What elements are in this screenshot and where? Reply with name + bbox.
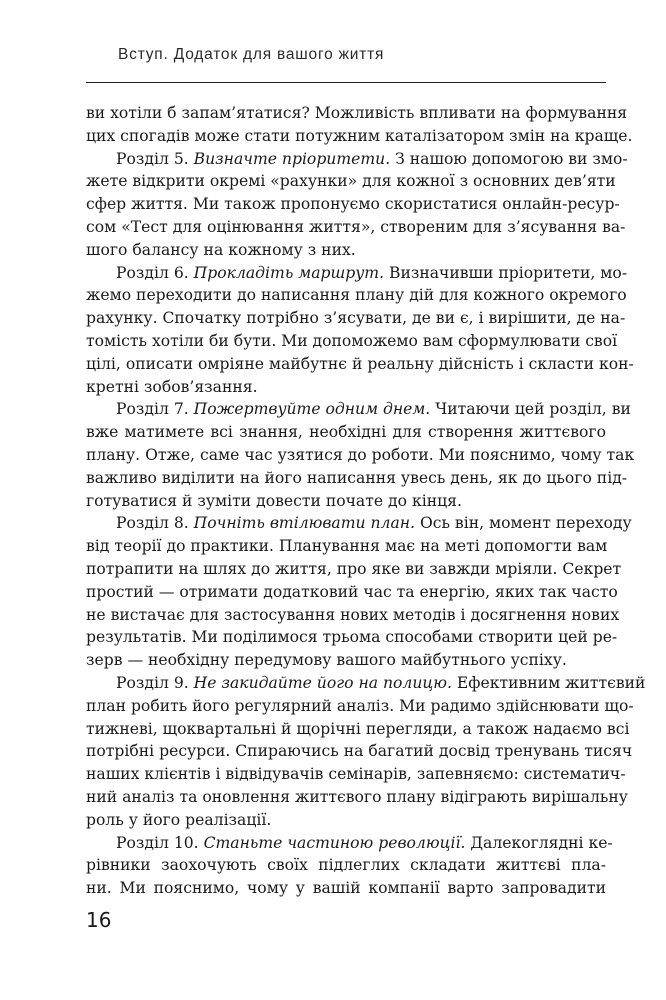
text-run: Ось він, момент переходу	[415, 514, 632, 533]
text-run: Розділ 10.	[116, 833, 204, 852]
text-line	[86, 604, 620, 627]
text-run: жемо переходити до написання плану дій для кожного окремого	[86, 286, 627, 305]
text-line	[86, 512, 632, 535]
text-line	[86, 740, 633, 763]
text-run: потрібні ресурси. Спираючись на багатий досвід тренувань тисяч	[86, 742, 633, 761]
paragraph	[86, 102, 633, 148]
text-line	[86, 490, 606, 513]
text-line	[86, 216, 626, 239]
text-line	[86, 695, 634, 718]
text-run: наших клієнтів і відвідувачів семінарів, запевняємо: систематич-	[86, 765, 626, 784]
text-line	[86, 307, 626, 330]
text-run: результатів. Ми поділимося трьома способами створити цей ре-	[86, 628, 618, 647]
chapter-title: Визначте пріоритети	[193, 149, 386, 168]
text-run: Розділ 7.	[116, 400, 194, 419]
paragraph	[86, 262, 634, 399]
text-line	[86, 854, 606, 877]
text-run: томість хотіли би бути. Ми допоможемо вам сформулювати свої	[86, 331, 618, 350]
text-run: Далекоглядні ке-	[465, 833, 613, 852]
paragraph	[86, 512, 632, 672]
text-run: Читаючи цей розділ, ви	[430, 400, 631, 419]
text-line	[86, 170, 616, 193]
text-run: простий — отримати додатковий час та енергію, яких так часто	[86, 582, 618, 601]
text-line	[86, 284, 627, 307]
text-line	[86, 376, 606, 399]
text-run: сфер життя. Ми також пропонуємо скористатися онлайн-ресур-	[86, 195, 620, 214]
text-line	[86, 877, 606, 900]
text-line	[86, 467, 628, 490]
paragraph	[86, 672, 646, 832]
body-text	[86, 102, 646, 900]
text-line	[86, 763, 626, 786]
text-line	[86, 672, 646, 695]
text-run: рівники заохочують своїх підлеглих складати життєві пла-	[86, 856, 606, 875]
paragraph	[86, 398, 635, 512]
text-run: Розділ 8.	[116, 514, 194, 533]
chapter-title: Не закидайте його на полицю.	[193, 673, 452, 692]
text-run: шого балансу на кожному з них.	[86, 240, 356, 259]
text-run: план робить його регулярний аналіз. Ми радимо здійснювати що-	[86, 696, 634, 715]
text-run: ний аналіз та оновлення життєвого плану відіграють вирішальну	[86, 787, 628, 806]
text-line	[86, 239, 606, 262]
text-line	[86, 558, 622, 581]
text-run: жете відкрити окремі «рахунки» для кожної з основних дев’яти	[86, 172, 616, 191]
running-head: Вступ. Додаток для вашого життя	[118, 46, 385, 63]
text-run: Розділ 6.	[116, 263, 194, 282]
text-run: вже матимете всі знання, необхідні для створення життєвого	[86, 423, 606, 442]
text-line	[86, 193, 620, 216]
chapter-title: Почніть втілювати план.	[193, 514, 416, 533]
header-rule	[86, 82, 606, 83]
text-line	[86, 125, 633, 148]
text-line	[86, 398, 631, 421]
text-run: зерв — необхідну передумову вашого майбутнього успіху.	[86, 651, 567, 670]
text-run: потрапити на шлях до життя, про яке ви завжди мріяли. Секрет	[86, 559, 622, 578]
paragraph	[86, 148, 628, 262]
text-line	[86, 148, 628, 171]
chapter-title: Прокладіть маршрут.	[193, 263, 385, 282]
text-run: цілі, описати омріяне майбутнє й реальну дійсність і скласти кон-	[86, 354, 634, 373]
text-line	[86, 581, 618, 604]
text-line	[86, 353, 634, 376]
text-line	[86, 718, 630, 741]
text-line	[86, 262, 628, 285]
text-line	[86, 102, 628, 125]
text-run: кретні зобов’язання.	[86, 377, 258, 396]
page-number: 16	[86, 908, 112, 932]
text-run: не вистачає для застосування нових методів і досягнення нових	[86, 605, 620, 624]
text-run: цих спогадів може стати потужним каталізатором змін на краще.	[86, 126, 633, 145]
text-run: роль у його реалізації.	[86, 810, 272, 829]
text-run: ви хотіли б запам’ятатися? Можливість впливати на формування	[86, 104, 628, 122]
text-run: від теорії до практики. Планування має на меті допомогти вам	[86, 537, 608, 556]
text-line	[86, 535, 606, 558]
paragraph	[86, 832, 613, 900]
text-run: Ефективним життєвий	[451, 673, 646, 692]
chapter-title: Пожертвуйте одним днем.	[193, 400, 431, 419]
text-line	[86, 832, 613, 855]
text-line	[86, 649, 606, 672]
text-run: рахунку. Спочатку потрібно з’ясувати, де ви є, і вирішити, де на-	[86, 309, 626, 328]
text-line	[86, 444, 635, 467]
text-run: Розділ 5.	[116, 149, 194, 168]
text-run: Визначивши пріоритети, мо-	[384, 263, 628, 282]
chapter-title: Станьте частиною революції.	[203, 833, 466, 852]
text-run: важливо виділити на його написання увесь день, як до цього під-	[86, 468, 628, 487]
text-line	[86, 421, 606, 444]
text-run: . З нашою допомогою ви змо-	[385, 149, 628, 168]
text-run: готуватися й зуміти довести почате до кінця.	[86, 491, 462, 510]
text-run: ни. Ми пояснимо, чому у вашій компанії варто запровадити	[86, 879, 606, 898]
text-run: тижневі, щоквартальні й щорічні перегляди, а також надаємо всі	[86, 719, 630, 738]
text-line	[86, 809, 606, 832]
text-run: сом «Тест для оцінювання життя», створеним для з’ясування ва-	[86, 217, 626, 236]
text-run: Розділ 9.	[116, 673, 194, 692]
text-line	[86, 786, 628, 809]
text-line	[86, 626, 618, 649]
text-line	[86, 330, 618, 353]
text-run: плану. Отже, саме час узятися до роботи. Ми пояснимо, чому так	[86, 445, 635, 464]
